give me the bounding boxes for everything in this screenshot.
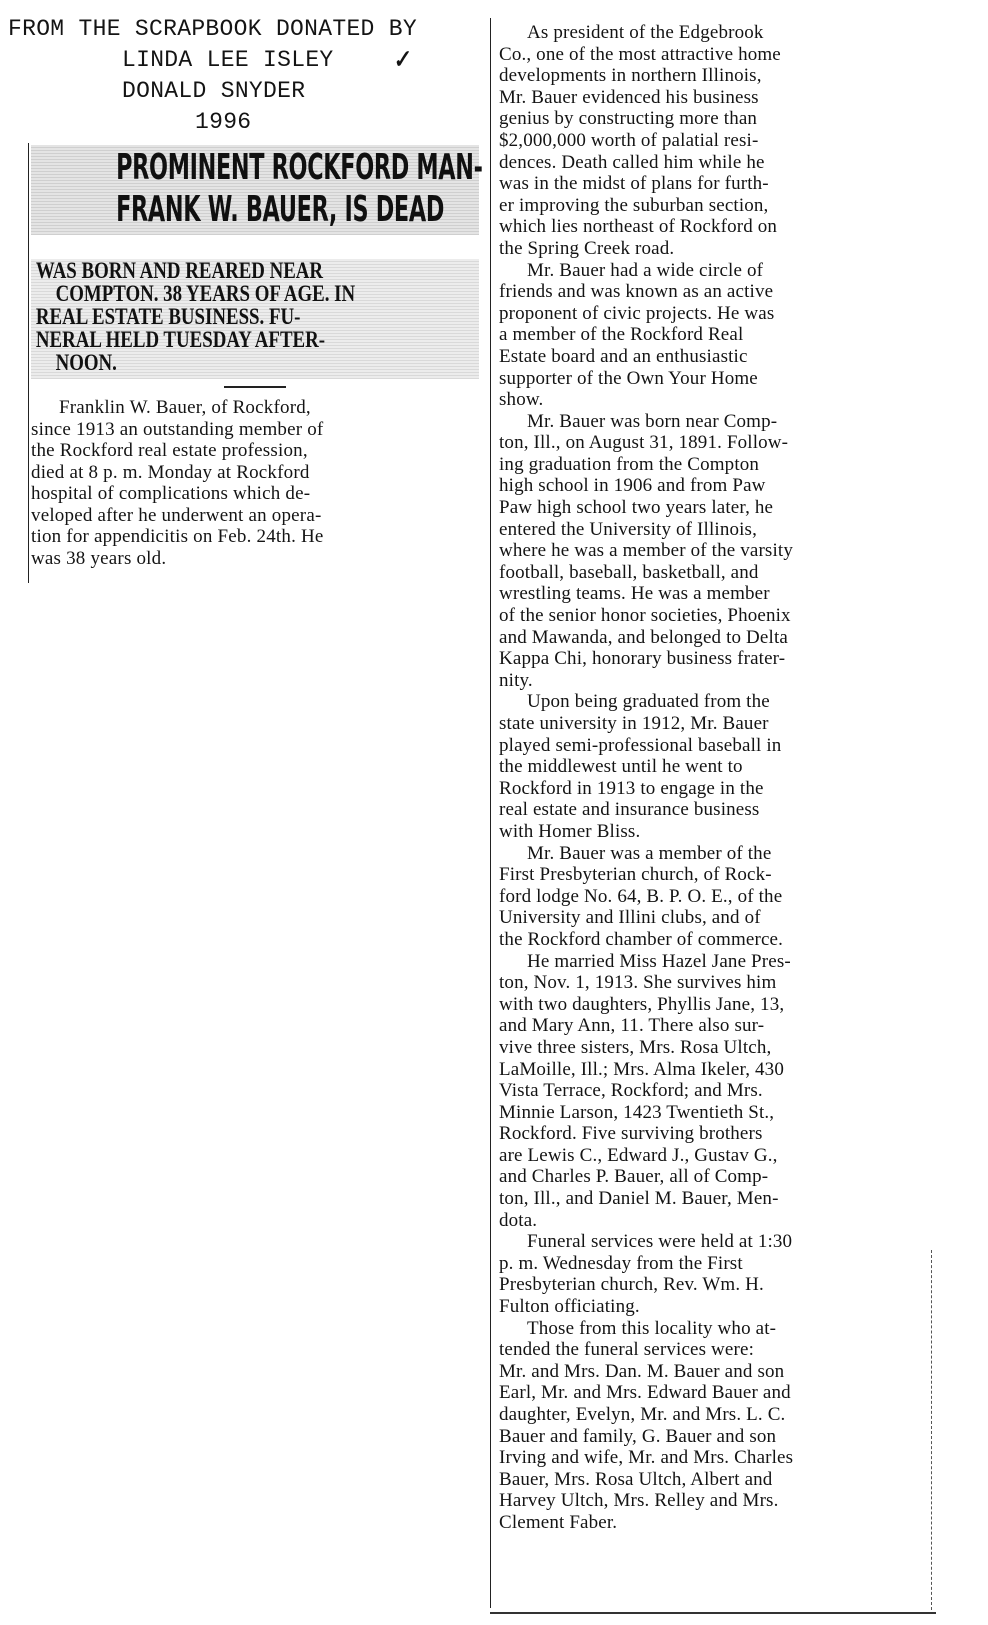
article-line: Mr. Bauer was a member of the: [527, 842, 772, 864]
article-line: Paw high school two years later, he: [499, 497, 774, 519]
article-line: a member of the Rockford Real: [499, 324, 744, 346]
article-line: developments in northern Illinois,: [499, 65, 762, 87]
article-line: p. m. Wednesday from the First: [499, 1252, 743, 1274]
intro-line: since 1913 an outstanding member of: [31, 418, 324, 440]
headline: [31, 145, 483, 235]
article-line: and Charles P. Bauer, all of Comp-: [499, 1166, 769, 1188]
deck-line: NERAL HELD TUESDAY AFTER-: [35, 327, 326, 352]
article-line: played semi-professional baseball in: [499, 734, 782, 756]
article-line: Funeral services were held at 1:30: [527, 1231, 793, 1253]
article-line: Irving and wife, Mr. and Mrs. Charles: [499, 1447, 794, 1469]
article-line: er improving the suburban section,: [499, 194, 769, 216]
article-line: state university in 1912, Mr. Bauer: [499, 713, 769, 734]
subheadline-deck: [31, 259, 479, 379]
article-line: where he was a member of the varsity: [499, 540, 793, 562]
article-line: wrestling teams. He was a member: [499, 583, 770, 605]
deck-line: COMPTON. 38 YEARS OF AGE. IN: [55, 281, 356, 306]
article-line: Mr. Bauer had a wide circle of: [527, 259, 764, 281]
article-line: Bauer and family, G. Bauer and son: [499, 1425, 777, 1447]
article-line: Kappa Chi, honorary business frater-: [499, 648, 786, 670]
article-line: nity.: [499, 669, 533, 691]
article-line: and Mary Ann, 11. There also sur-: [499, 1015, 765, 1037]
article-line: Earl, Mr. and Mrs. Edward Bauer and: [499, 1382, 791, 1404]
scrapbook-donation-note: [8, 14, 498, 138]
article-line: University and Illini clubs, and of: [499, 907, 761, 929]
article-line: high school in 1906 and from Paw: [499, 475, 766, 497]
intro-line: tion for appendicitis on Feb. 24th. He: [31, 526, 324, 547]
column-edge: [930, 1250, 932, 1610]
article-line: daughter, Evelyn, Mr. and Mrs. L. C.: [499, 1404, 786, 1425]
article-line: the Rockford chamber of commerce.: [499, 928, 784, 950]
handwritten-mark: ✓: [389, 45, 413, 75]
intro-line: died at 8 p. m. Monday at Rockford: [31, 461, 310, 483]
article-line: proponent of civic projects. He was: [499, 302, 775, 324]
article-line: the middlewest until he went to: [499, 756, 743, 778]
headline-line-1: PROMINENT ROCKFORD MAN-: [116, 147, 483, 188]
article-line: ford lodge No. 64, B. P. O. E., of the: [499, 885, 783, 907]
article-line: with Homer Bliss.: [499, 820, 641, 842]
article-line: show.: [499, 389, 544, 411]
article-line: ton, Ill., on August 31, 1891. Follow-: [499, 432, 789, 454]
article-line: $2,000,000 worth of palatial resi-: [499, 129, 759, 151]
article-line: of the senior honor societies, Phoenix: [499, 605, 791, 627]
article-line: entered the University of Illinois,: [499, 518, 757, 540]
article-line: Minnie Larson, 1423 Twentieth St.,: [499, 1101, 775, 1123]
article-line: Those from this locality who at-: [527, 1317, 777, 1339]
article-line: Mr. Bauer was born near Comp-: [527, 410, 778, 432]
intro-line: veloped after he underwent an opera-: [31, 504, 322, 526]
article-line: genius by constructing more than: [499, 108, 758, 130]
intro-line: Franklin W. Bauer, of Rockford,: [59, 397, 311, 418]
article-line: Clement Faber.: [499, 1511, 618, 1533]
article-line: vive three sisters, Mrs. Rosa Ultch,: [499, 1036, 772, 1058]
article-line: ton, Nov. 1, 1913. She survives him: [499, 972, 777, 994]
clipping-bottom-edge: [490, 1612, 936, 1614]
article-line: are Lewis C., Edward J., Gustav G.,: [499, 1144, 778, 1166]
article-line: Vista Terrace, Rockford; and Mrs.: [499, 1080, 763, 1102]
donor-name-2: DONALD SNYDER: [122, 78, 306, 104]
article-line: friends and was known as an active: [499, 281, 774, 303]
left-column: [28, 143, 484, 583]
article-line: As president of the Edgebrook: [527, 22, 764, 43]
donation-year: 1996: [195, 109, 252, 135]
article-line: Mr. and Mrs. Dan. M. Bauer and son: [499, 1360, 785, 1382]
article-line: dota.: [499, 1209, 538, 1231]
article-line: Presbyterian church, Rev. Wm. H.: [499, 1274, 764, 1296]
article-line: was in the midst of plans for furth-: [499, 173, 769, 195]
article-line: and Mawanda, and belonged to Delta: [499, 626, 788, 648]
article-line: Harvey Ultch, Mrs. Relley and Mrs.: [499, 1490, 779, 1512]
article-line: Fulton officiating.: [499, 1296, 640, 1318]
article-line: supporter of the Own Your Home: [499, 367, 758, 389]
article-line: LaMoille, Ill.; Mrs. Alma Ikeler, 430: [499, 1058, 784, 1080]
article-line: Co., one of the most attractive home: [499, 43, 781, 65]
article-line: with two daughters, Phyllis Jane, 13,: [499, 993, 785, 1015]
intro-line: was 38 years old.: [31, 547, 167, 569]
article-body: [499, 22, 929, 1534]
article-line: which lies northeast of Rockford on: [499, 216, 778, 238]
article-line: Rockford in 1913 to engage in the: [499, 777, 764, 799]
article-line: First Presbyterian church, of Rock-: [499, 864, 772, 886]
article-line: Bauer, Mrs. Rosa Ultch, Albert and: [499, 1468, 773, 1490]
article-line: Estate board and an enthusiastic: [499, 345, 748, 367]
deck-line: WAS BORN AND REARED NEAR: [35, 258, 324, 283]
article-line: ing graduation from the Compton: [499, 453, 760, 475]
intro-line: hospital of complications which de-: [31, 483, 311, 504]
donor-name-1: LINDA LEE ISLEY: [122, 47, 334, 73]
article-line: real estate and insurance business: [499, 799, 760, 821]
article-line: the Spring Creek road.: [499, 237, 675, 259]
article-line: tended the funeral services were:: [499, 1339, 754, 1361]
right-column: [490, 18, 937, 1608]
article-line: He married Miss Hazel Jane Pres-: [527, 950, 791, 972]
article-line: Upon being graduated from the: [527, 691, 770, 713]
article-line: ton, Ill., and Daniel M. Bauer, Men-: [499, 1188, 779, 1210]
intro-paragraph: [31, 397, 481, 569]
deck-line: REAL ESTATE BUSINESS. FU-: [35, 304, 301, 329]
headline-line-2: FRANK W. BAUER, IS DEAD: [116, 189, 445, 230]
intro-line: the Rockford real estate profession,: [31, 440, 308, 461]
article-line: Mr. Bauer evidenced his business: [499, 86, 759, 108]
article-line: football, baseball, basketball, and: [499, 561, 759, 583]
donation-line-1: FROM THE SCRAPBOOK DONATED BY: [8, 16, 417, 42]
article-line: Rockford. Five surviving brothers: [499, 1123, 763, 1145]
deck-line: NOON.: [55, 350, 117, 375]
divider-rule: [224, 386, 286, 388]
article-line: dences. Death called him while he: [499, 151, 765, 173]
